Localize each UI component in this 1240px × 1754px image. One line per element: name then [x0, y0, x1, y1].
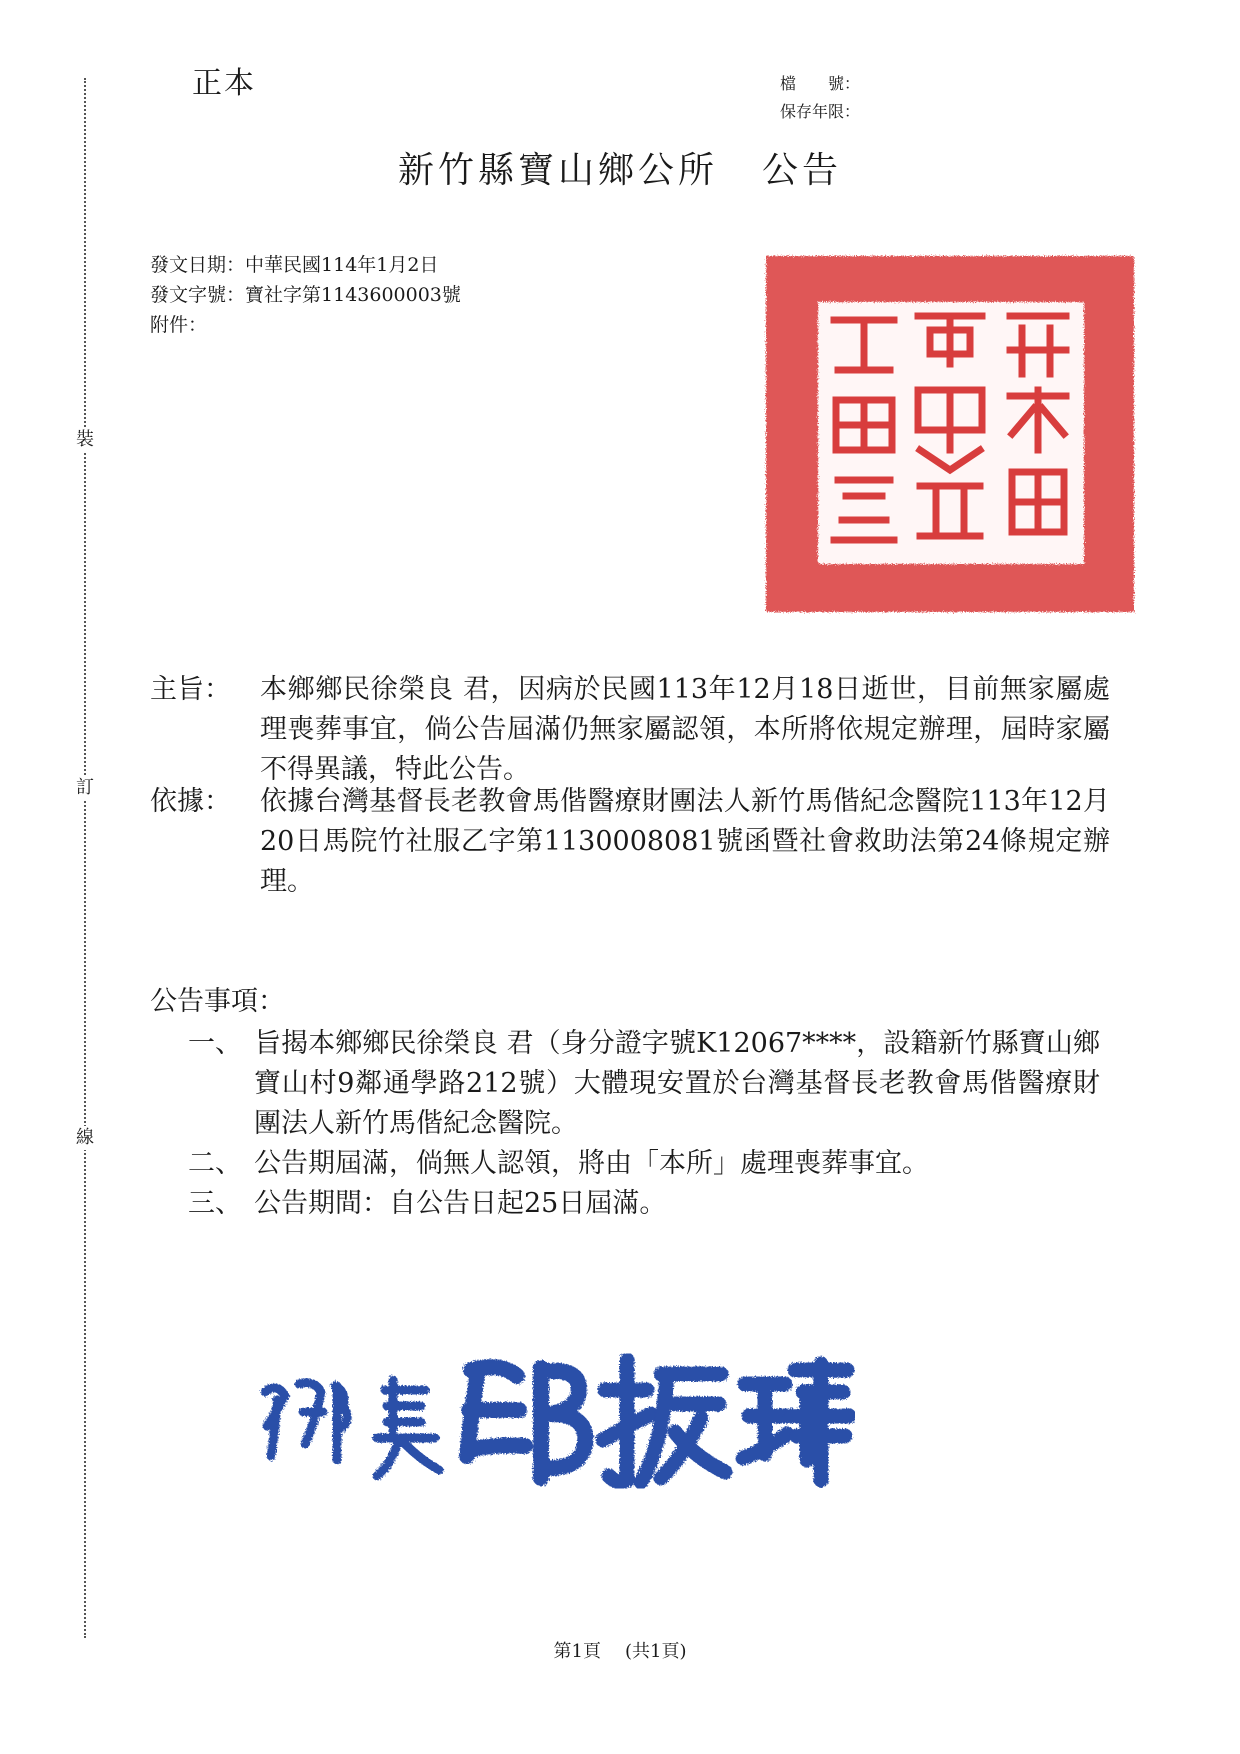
document-title [0, 142, 1240, 193]
subject-text: 本鄉鄉民徐榮良 君，因病於民國113年12月18日逝世，目前無家屬處理喪葬事宜，倘公告屆滿仍無家屬認領，本所將依規定辦理，屆時家屬不得異議，特此公告。 [260, 674, 1110, 785]
binding-line [84, 78, 86, 1638]
issue-number-label: 發文字號： [150, 284, 246, 306]
notice-item-text: 公告期間：自公告日起25日屆滿。 [254, 1188, 667, 1219]
issue-info [150, 250, 461, 340]
retention-period-label: 保存年限： [780, 102, 861, 121]
mayor-signature-stamp [255, 1340, 855, 1490]
basis-label: 依據： [150, 786, 231, 817]
binding-mark-bind: 裝 [72, 428, 98, 452]
notice-items [188, 1024, 1100, 1224]
file-meta [780, 70, 860, 126]
document-type: 公告 [762, 150, 843, 191]
subject-label: 主旨： [150, 674, 231, 705]
binding-mark-staple: 訂 [72, 776, 98, 800]
notice-item-number: 一、 [188, 1028, 242, 1059]
notice-item [188, 1144, 1100, 1184]
binding-mark-line: 線 [72, 1126, 98, 1150]
page-total: (共1頁) [624, 1641, 687, 1662]
basis-section [150, 782, 1110, 902]
archive-number-label: 檔 號： [780, 74, 861, 93]
issue-number-value: 寶社字第1143600003號 [245, 284, 461, 306]
official-seal [760, 250, 1140, 618]
subject-section [150, 670, 1110, 790]
notice-heading: 公告事項： [150, 986, 285, 1017]
agency-name: 新竹縣寶山鄉公所 [397, 150, 718, 191]
issue-date-label: 發文日期： [150, 254, 246, 276]
notice-item [188, 1024, 1100, 1144]
page-footer [0, 1637, 1240, 1663]
notice-item-text: 公告期屆滿，倘無人認領，將由「本所」處理喪葬事宜。 [254, 1148, 929, 1179]
copy-mark: 正本 [192, 66, 256, 101]
notice-item-number: 二、 [188, 1148, 242, 1179]
notice-item-text: 旨揭本鄉鄉民徐榮良 君（身分證字號K12067****，設籍新竹縣寶山鄉寶山村9鄰通學路212號）大體現安置於台灣基督長老教會馬偕醫療財團法人新竹馬偕紀念醫院。 [254, 1028, 1100, 1139]
attachment-label: 附件： [150, 314, 208, 336]
notice-item-number: 三、 [188, 1188, 242, 1219]
page-number: 第1頁 [553, 1641, 601, 1662]
notice-item [188, 1184, 1100, 1224]
issue-date-value: 中華民國114年1月2日 [245, 254, 439, 276]
basis-text: 依據台灣基督長老教會馬偕醫療財團法人新竹馬偕紀念醫院113年12月20日馬院竹社服乙字第1130008081號函暨社會救助法第24條規定辦理。 [260, 786, 1110, 897]
